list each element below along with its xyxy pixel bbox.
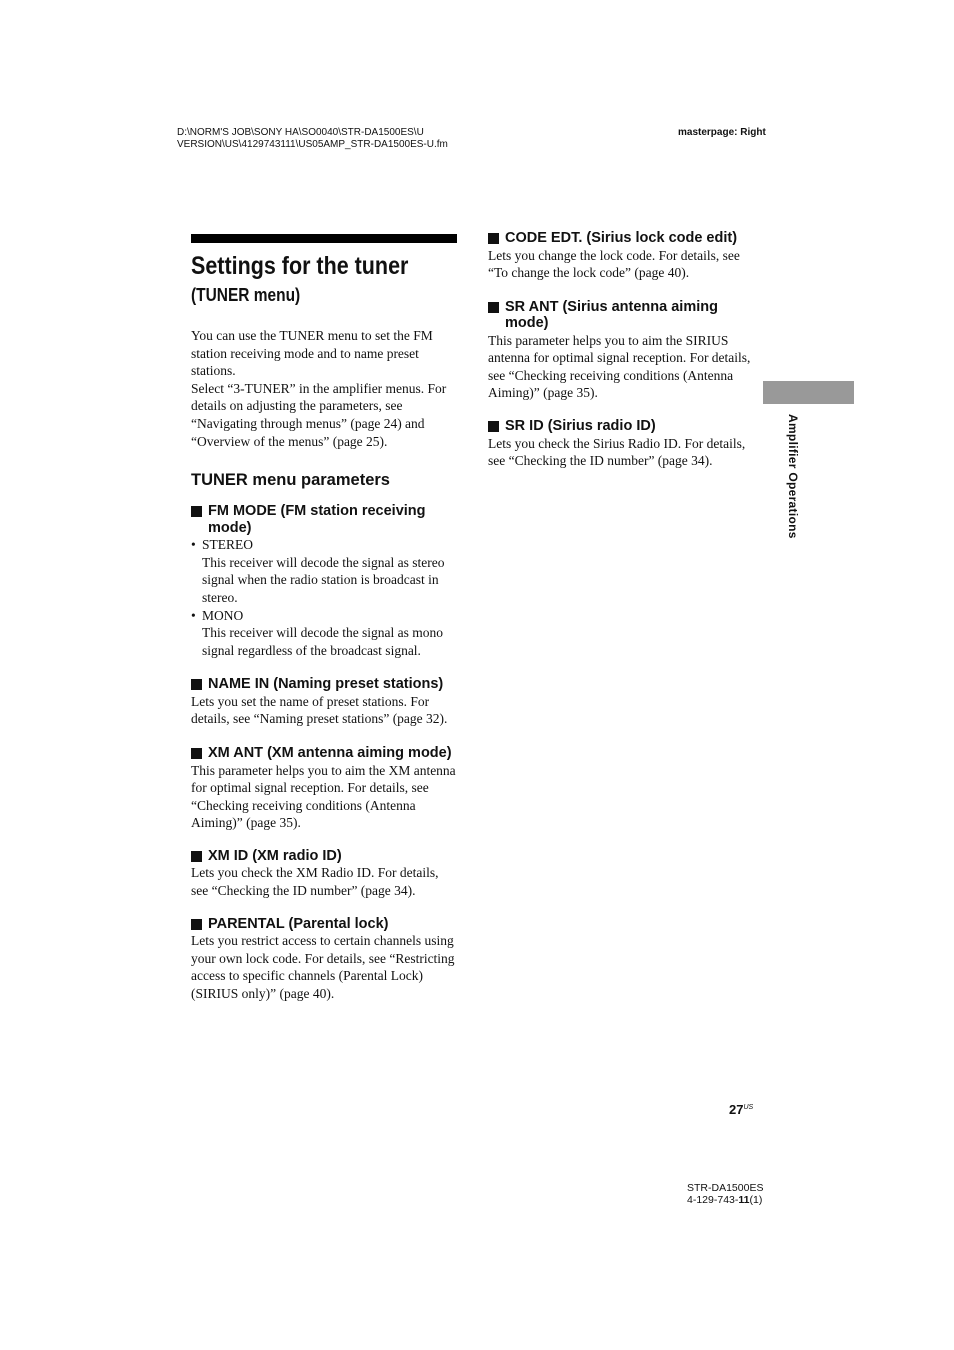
param-body: This parameter helps you to aim the XM antenna for optimal signal reception. For details, see “Checking receiving conditions (Antenna Aiming)” (page 35). [191, 762, 456, 831]
intro-text [191, 327, 457, 450]
param-code-edt [488, 230, 756, 282]
title-rule [191, 234, 457, 243]
bullet-icon: • [191, 607, 196, 623]
param-heading [191, 848, 457, 865]
param-heading-text: XM ANT (XM antenna aiming mode) [208, 745, 452, 761]
param-heading-text: CODE EDT. (Sirius lock code edit) [505, 230, 738, 246]
param-heading-text: XM ID (XM radio ID) [208, 847, 342, 864]
file-path-line-2: VERSION\US\4129743111\US05AMP_STR-DA1500ES-U.fm [177, 139, 448, 150]
param-heading-text: SR ANT (Sirius antenna aiming mode) [505, 298, 718, 332]
square-bullet-icon [191, 748, 202, 759]
section-heading: TUNER menu parameters [191, 471, 390, 490]
page-number [729, 1102, 753, 1117]
param-name-in [191, 676, 457, 728]
list-item [191, 536, 457, 554]
footer-model: STR-DA1500ES [687, 1182, 764, 1194]
list-item [191, 607, 457, 625]
intro-paragraph: Select “3-TUNER” in the amplifier menus. For details on adjusting the parameters, see “Navigating through menus” (page 24) and “Overview of the menus” (page 25). [191, 380, 447, 449]
param-heading [488, 230, 756, 247]
param-heading-text: SR ID (Sirius radio ID) [505, 418, 656, 435]
param-heading [488, 299, 756, 332]
square-bullet-icon [191, 919, 202, 930]
param-heading [191, 676, 457, 693]
param-sr-id [488, 418, 756, 470]
param-body: Lets you set the name of preset stations. For details, see “Naming preset stations” (page 32). [191, 693, 448, 727]
footer-code [687, 1194, 763, 1206]
square-bullet-icon [488, 421, 499, 432]
section-tab [763, 381, 854, 404]
page-number-suffix: US [743, 1104, 754, 1111]
square-bullet-icon [191, 506, 202, 517]
param-fm-mode [191, 503, 457, 659]
param-body: Lets you restrict access to certain channels using your own lock code. For details, see “Restricting access to specific channels (Parental Lock) (SIRIUS only)” (page 40). [191, 933, 455, 1001]
bullet-label: MONO [202, 607, 244, 623]
param-body: Lets you check the Sirius Radio ID. For details, see “Checking the ID number” (page 34). [488, 435, 746, 469]
param-body: This parameter helps you to aim the SIRIUS antenna for optimal signal reception. For details, see “Checking receiving conditions (Antenna Aiming)” (page 35). [488, 332, 751, 401]
square-bullet-icon [191, 679, 202, 690]
param-heading [488, 418, 756, 435]
param-heading-text: NAME IN (Naming preset stations) [208, 676, 444, 693]
bullet-description: This receiver will decode the signal as stereo signal when the radio station is broadcast in stereo. [202, 554, 445, 605]
param-xm-id [191, 848, 457, 900]
file-path-line-1: D:\NORM'S JOB\SONY HA\SO0040\STR-DA1500ES\U [177, 127, 424, 138]
page-subtitle: (TUNER menu) [191, 285, 301, 305]
intro-paragraph: You can use the TUNER menu to set the FM station receiving mode and to name preset stations. [191, 328, 433, 379]
param-body [191, 536, 457, 659]
param-heading [191, 745, 457, 762]
page-number-value: 27 [729, 1102, 744, 1117]
param-heading [191, 916, 457, 933]
bullet-description: This receiver will decode the signal as mono signal regardless of the broadcast signal. [202, 625, 444, 658]
param-body: Lets you check the XM Radio ID. For details, see “Checking the ID number” (page 34). [191, 865, 439, 898]
masterpage-label: masterpage: Right [678, 127, 766, 138]
param-heading [191, 503, 457, 536]
footer-model-info [687, 1182, 763, 1206]
param-heading-text: FM MODE (FM station receiving mode) [208, 503, 426, 536]
square-bullet-icon [191, 851, 202, 862]
param-sr-ant [488, 299, 756, 402]
right-column [488, 230, 756, 470]
square-bullet-icon [488, 233, 499, 244]
footer-code-prefix: 4-129-743- [687, 1194, 739, 1206]
param-body: Lets you change the lock code. For details, see “To change the lock code” (page 40). [488, 247, 740, 281]
square-bullet-icon [488, 302, 499, 313]
footer-code-suffix: (1) [749, 1194, 763, 1206]
bullet-icon: • [191, 537, 196, 553]
footer-code-bold: 11 [738, 1194, 750, 1206]
param-heading-text: PARENTAL (Parental lock) [208, 915, 389, 932]
param-parental [191, 916, 457, 1003]
page-title: Settings for the tuner [191, 252, 409, 280]
param-xm-ant [191, 745, 457, 832]
section-tab-label: Amplifier Operations [786, 414, 800, 539]
left-column [191, 234, 457, 1002]
bullet-label: STEREO [202, 537, 254, 553]
file-path-header [177, 127, 448, 151]
